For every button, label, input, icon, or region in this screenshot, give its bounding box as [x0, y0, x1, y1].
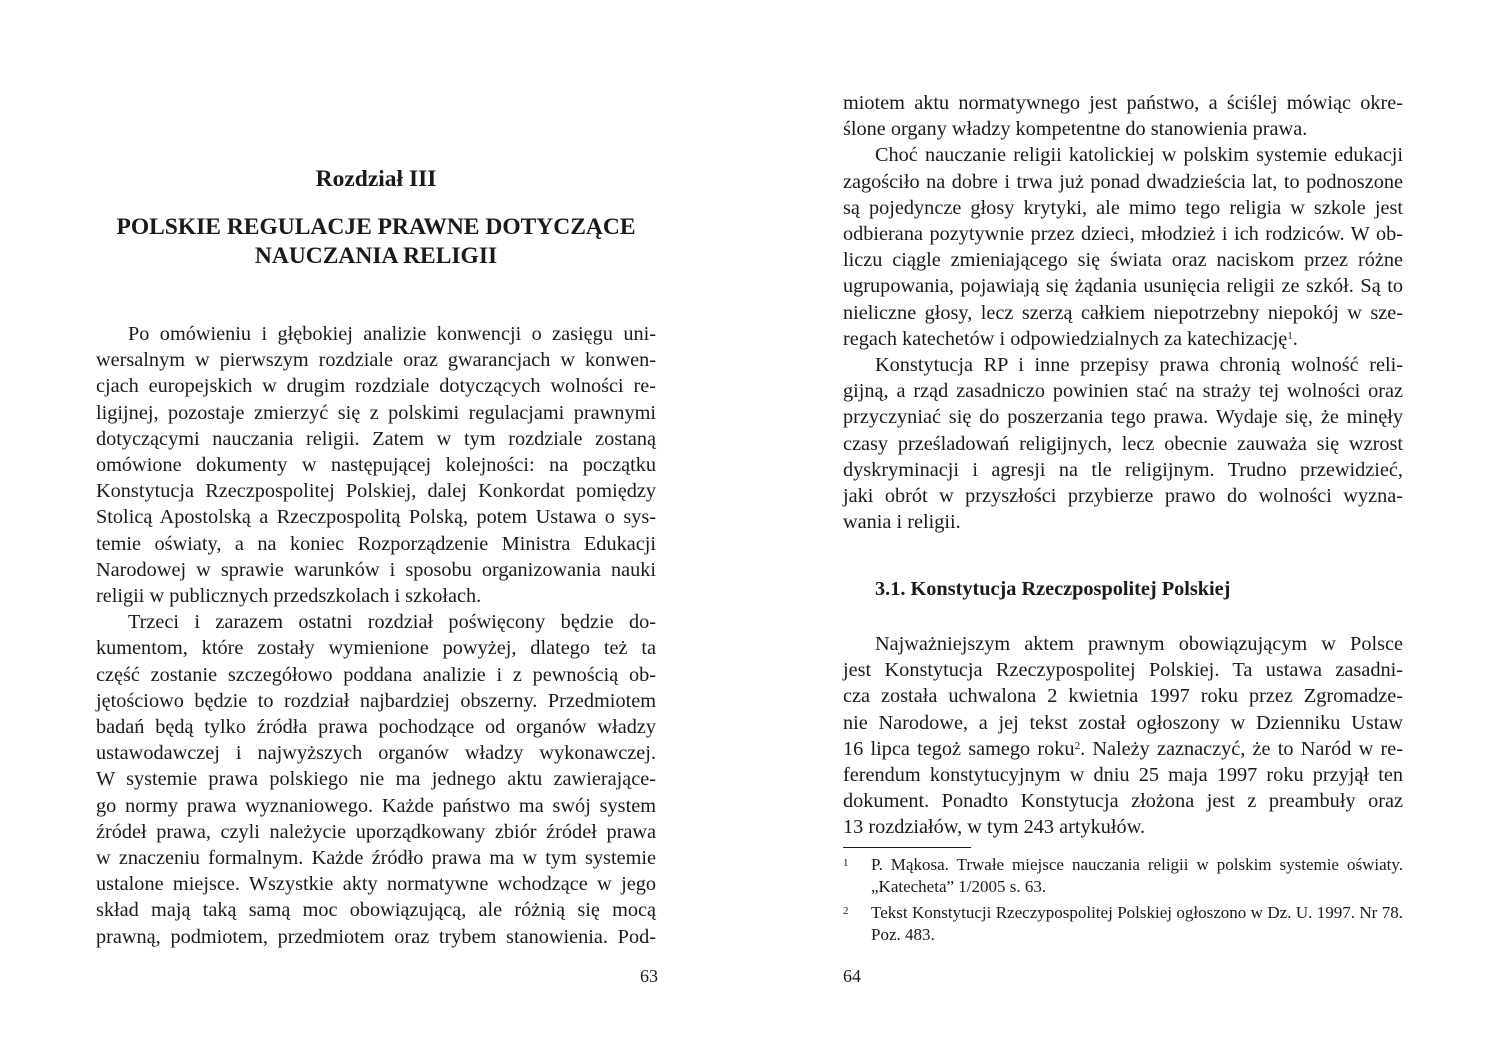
footnote-ref: 2 — [1074, 739, 1081, 752]
text-line: 13 rozdziałów, w tym 243 artykułów. — [843, 816, 1146, 839]
text-line: jest Konstytucja Rzeczypospolitej Polskiej. Ta ustawa zasadni- — [843, 659, 1403, 682]
text-line: ferendum konstytucyjnym w dniu 25 maja 1997 roku przyjął ten — [843, 764, 1403, 787]
footnote-line: Tekst Konstytucji Rzeczypospolitej Polskiej ogłoszono w Dz. U. 1997. Nr 78. — [871, 903, 1403, 922]
text-line: cjach europejskich w drugim rozdziale dotyczących wolności re- — [96, 375, 656, 398]
footnote-ref: 1 — [1287, 329, 1293, 342]
text-line: ślone organy władzy kompetentne do stanowienia prawa. — [843, 118, 1308, 141]
text-line: liczu ciągle zmieniającego się świata oraz naciskom przez różne — [843, 249, 1403, 272]
text-line: prawną, podmiotem, przedmiotem oraz trybem stanowienia. Pod- — [96, 925, 656, 948]
text-line: nie Narodowe, a jej tekst został ogłoszony w Dzienniku Ustaw — [843, 711, 1403, 734]
section-heading: 3.1. Konstytucja Rzeczpospolitej Polskiej — [875, 578, 1231, 600]
text-line: wania i religii. — [843, 511, 961, 534]
footnote-line: „Katecheta” 1/2005 s. 63. — [871, 877, 1047, 896]
footnote — [843, 902, 1403, 946]
footnote-separator — [843, 847, 971, 848]
text-line: nieliczne głosy, lecz szerzą całkiem niepotrzebny niepokój w sze- — [843, 301, 1403, 324]
text-line: Po omówieniu i głębokiej analizie konwencji o zasięgu uni- — [128, 323, 656, 345]
text-line: temie oświaty, a na koniec Rozporządzenie Ministra Edukacji — [96, 532, 656, 555]
footnote-number: 1 — [843, 857, 849, 869]
text-line: część zostanie szczegółowo poddana analizie i z pewnością ob- — [96, 663, 656, 686]
chapter-label: Rozdział III — [315, 166, 437, 192]
text-line: Konstytucja RP i inne przepisy prawa chronią wolność reli- — [875, 354, 1403, 377]
footnote-line: P. Mąkosa. Trwałe miejsce nauczania religii w polskim systemie oświaty. — [871, 855, 1403, 874]
footnote-line: Poz. 483. — [871, 925, 935, 944]
section-body-text — [843, 631, 1403, 841]
text-line: przyczyniać się do poszerzania tego prawa. Wydaje się, że minęły — [843, 406, 1403, 429]
text-line: Konstytucja Rzeczpospolitej Polskiej, dalej Konkordat pomiędzy — [96, 480, 656, 503]
text-line: kumentom, które zostały wymienione powyżej, dlatego też ta — [96, 637, 656, 660]
text-line: w znaczeniu formalnym. Każde źródło prawa ma w tym systemie — [96, 847, 656, 870]
text-line: Choć nauczanie religii katolickiej w polskim systemie edukacji — [875, 144, 1403, 167]
text-fragment: . Należy zaznaczyć, że to Naród w re- — [1080, 737, 1403, 760]
footnote-number: 2 — [843, 905, 849, 917]
chapter-title — [96, 213, 656, 271]
text-line: Narodowej w sprawie warunków i sposobu organizowania nauki — [96, 558, 656, 581]
chapter-title-line: NAUCZANIA RELIGII — [254, 243, 498, 269]
text-line: religii w publicznych przedszkolach i szkołach. — [96, 585, 482, 608]
text-line: dotyczącymi nauczania religii. Zatem w tym rozdziale zostaną — [96, 427, 656, 450]
text-line: badań będą tylko źródła prawa pochodzące od organów władzy — [96, 716, 656, 739]
page-number: 64 — [843, 966, 861, 986]
text-fragment: 16 lipca tegoż samego roku — [843, 737, 1075, 760]
text-line: ugrupowania, pojawiają się żądania usunięcia religii ze szkół. Są to — [843, 275, 1403, 298]
text-line: omówione dokumenty w następującej kolejności: na początku — [96, 454, 656, 477]
footnote — [843, 854, 1403, 898]
text-line: źródeł prawa, czyli należycie uporządkowany zbiór źródeł prawa — [96, 820, 656, 843]
text-line: Najważniejszym aktem prawnym obowiązującym w Polsce — [875, 633, 1403, 655]
text-line: Trzeci i zarazem ostatni rozdział poświęcony będzie do- — [128, 611, 656, 634]
left-body-text — [96, 321, 656, 950]
text-line: ustawodawczej i najwyższych organów władzy wykonawczej. — [96, 742, 656, 765]
text-line: zagościło na dobre i trwa już ponad dwadzieścia lat, to podnoszone — [843, 170, 1403, 193]
text-line: jętościowo będzie to rozdział najbardziej obszerny. Przedmiotem — [96, 689, 656, 712]
footnotes — [843, 854, 1403, 950]
text-line: odbierana pozytywnie przez dzieci, młodzież i ich rodziców. W ob- — [843, 223, 1403, 246]
text-line: dokument. Ponadto Konstytucja złożona jest z preambuły oraz — [843, 790, 1403, 813]
text-line: ustalone miejsce. Wszystkie akty normatywne wchodzące w jego — [96, 873, 656, 896]
text-line: czasy prześladowań religijnych, lecz obecnie zauważa się wzrost — [843, 432, 1403, 455]
text-line: W systemie prawa polskiego nie ma jednego aktu zawierające- — [96, 768, 656, 791]
text-line: miotem aktu normatywnego jest państwo, a ściślej mówiąc okre- — [843, 92, 1403, 114]
text-line: wersalnym w pierwszym rozdziale oraz gwarancjach w konwen- — [96, 349, 656, 372]
text-fragment: regach katechetów i odpowiedzialnych za katechizację — [843, 327, 1288, 350]
text-line: gijną, a rząd zasadniczo powinien stać na straży tej wolności oraz — [843, 380, 1403, 403]
text-line: są pojedyncze głosy krytyki, ale mimo tego religia w szkole jest — [843, 196, 1403, 219]
text-line: go normy prawa wyznaniowego. Każde państwo ma swój system — [96, 794, 656, 817]
text-line: dyskryminacji i agresji na tle religijnym. Trudno przewidzieć, — [843, 458, 1403, 481]
text-line: cza została uchwalona 2 kwietnia 1997 roku przez Zgromadze- — [843, 685, 1403, 708]
text-line: jaki obrót w przyszłości przybierze prawo do wolności wyzna- — [843, 485, 1403, 508]
text-line: skład mają taką samą moc obowiązującą, ale różnią się mocą — [96, 899, 656, 922]
text-line: regach katechetów i odpowiedzialnych za katechizację$^1$. — [843, 327, 1298, 350]
right-body-text — [843, 90, 1403, 535]
text-line — [843, 736, 1403, 762]
page-number: 63 — [640, 966, 658, 986]
chapter-title-line: POLSKIE REGULACJE PRAWNE DOTYCZĄCE — [116, 214, 636, 240]
text-line: Stolicą Apostolską a Rzeczpospolitą Polską, potem Ustawa o sys- — [96, 506, 656, 529]
text-line: ligijnej, pozostaje zmierzyć się z polskimi regulacjami prawnymi — [96, 401, 656, 424]
